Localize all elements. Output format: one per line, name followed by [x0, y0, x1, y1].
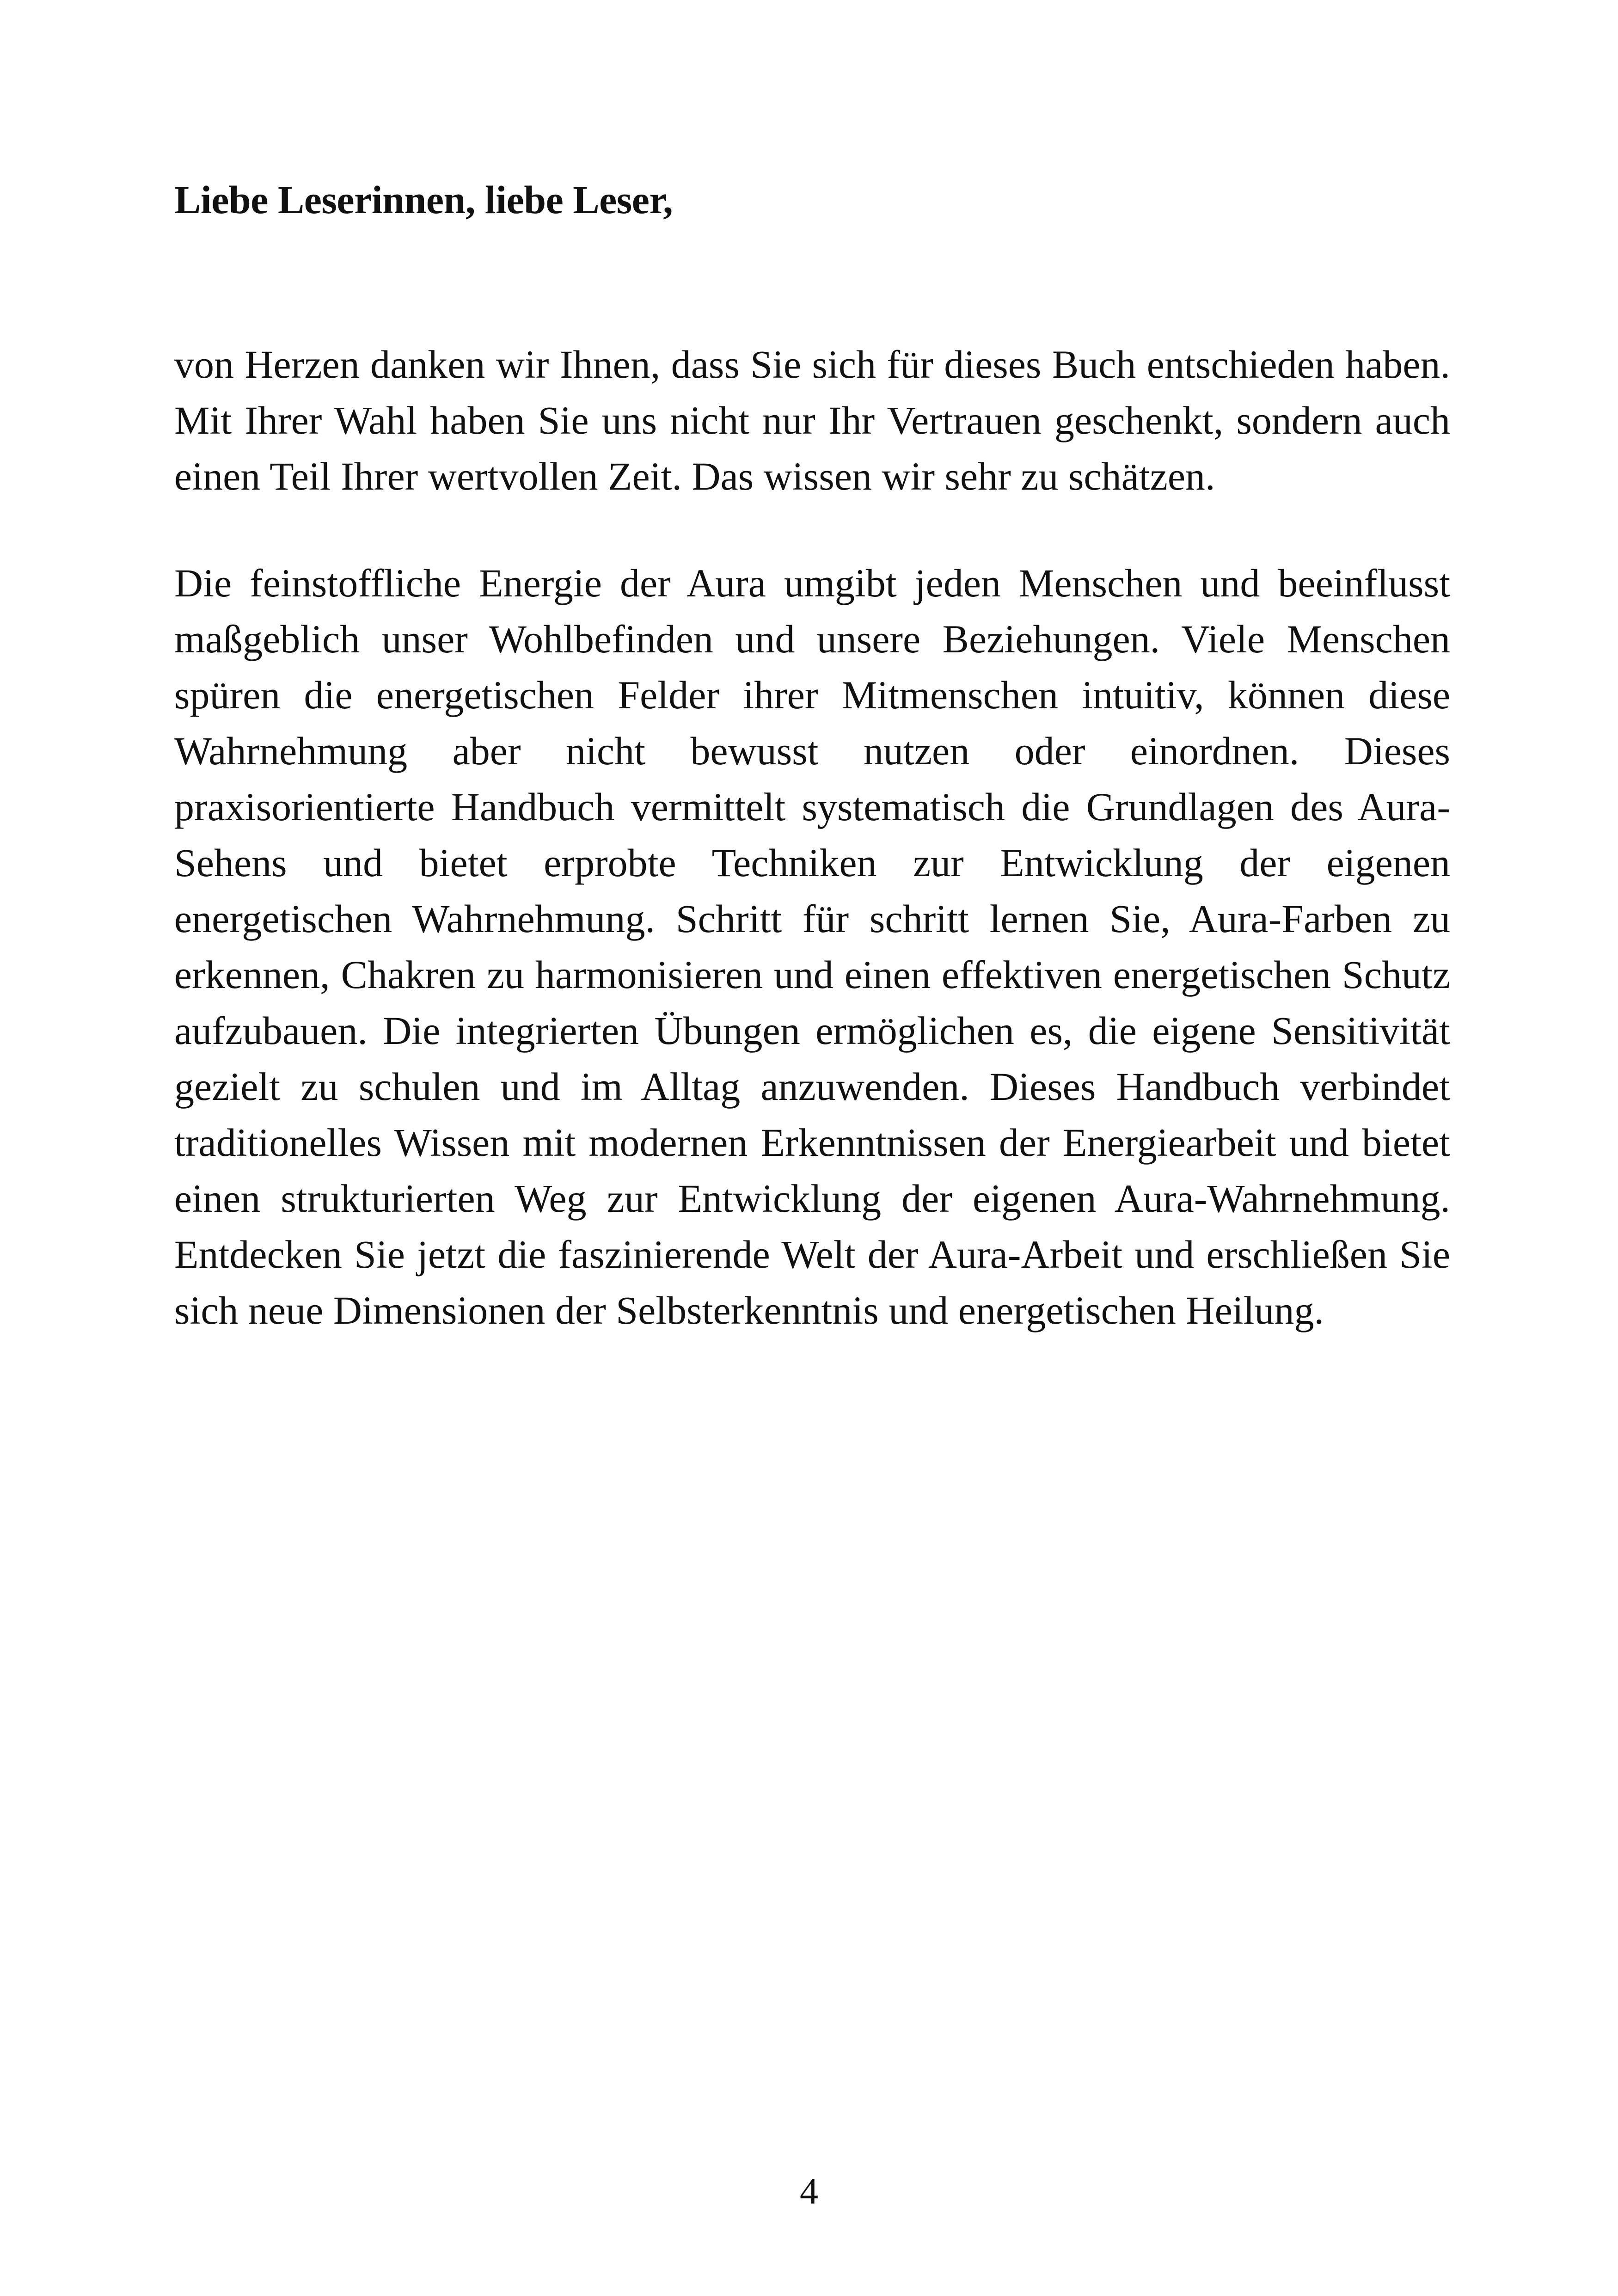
paragraph-aura-intro: Die feinstoffliche Energie der Aura umgibt jeden Menschen und beeinflusst maßgeblich unser Wohlbefinden und unsere Beziehungen. Viele Menschen spüren die energetischen Felder ihrer Mitmenschen intuitiv, können diese Wahrnehmung aber nicht bewusst nutzen oder einordnen. Dieses praxisorientierte Handbuch vermittelt systematisch die Grundlagen des Aura-Sehens und bietet erprobte Techniken zur Entwicklung der eigenen energetischen Wahrnehmung. Schritt für schritt lernen Sie, Aura-Farben zu erkennen, Chakren zu harmonisieren und einen effektiven energetischen Schutz aufzubauen. Die integrierten Übungen ermöglichen es, die eigene Sensitivität gezielt zu schulen und im Alltag anzuwenden. Dieses Handbuch verbindet traditionelles Wissen mit modernen Erkenntnissen der Energiearbeit und bietet einen strukturierten Weg zur Entwicklung der eigenen Aura-Wahrnehmung. Entdecken Sie jetzt die faszinierende Welt der Aura-Arbeit und erschließen Sie sich neue Dimensionen der Selbsterkenntnis und energetischen Heilung. [174, 561, 1450, 1332]
body-text [174, 337, 1450, 1338]
page-number: 4 [800, 2171, 818, 2212]
salutation-heading: Liebe Leserinnen, liebe Leser, [174, 178, 673, 222]
paragraph-thanks: von Herzen danken wir Ihnen, dass Sie sich für dieses Buch entschieden haben. Mit Ihrer Wahl haben Sie uns nicht nur Ihr Vertrauen geschenkt, sondern auch einen Teil Ihrer wertvollen Zeit. Das wissen wir sehr zu schätzen. [174, 342, 1450, 498]
